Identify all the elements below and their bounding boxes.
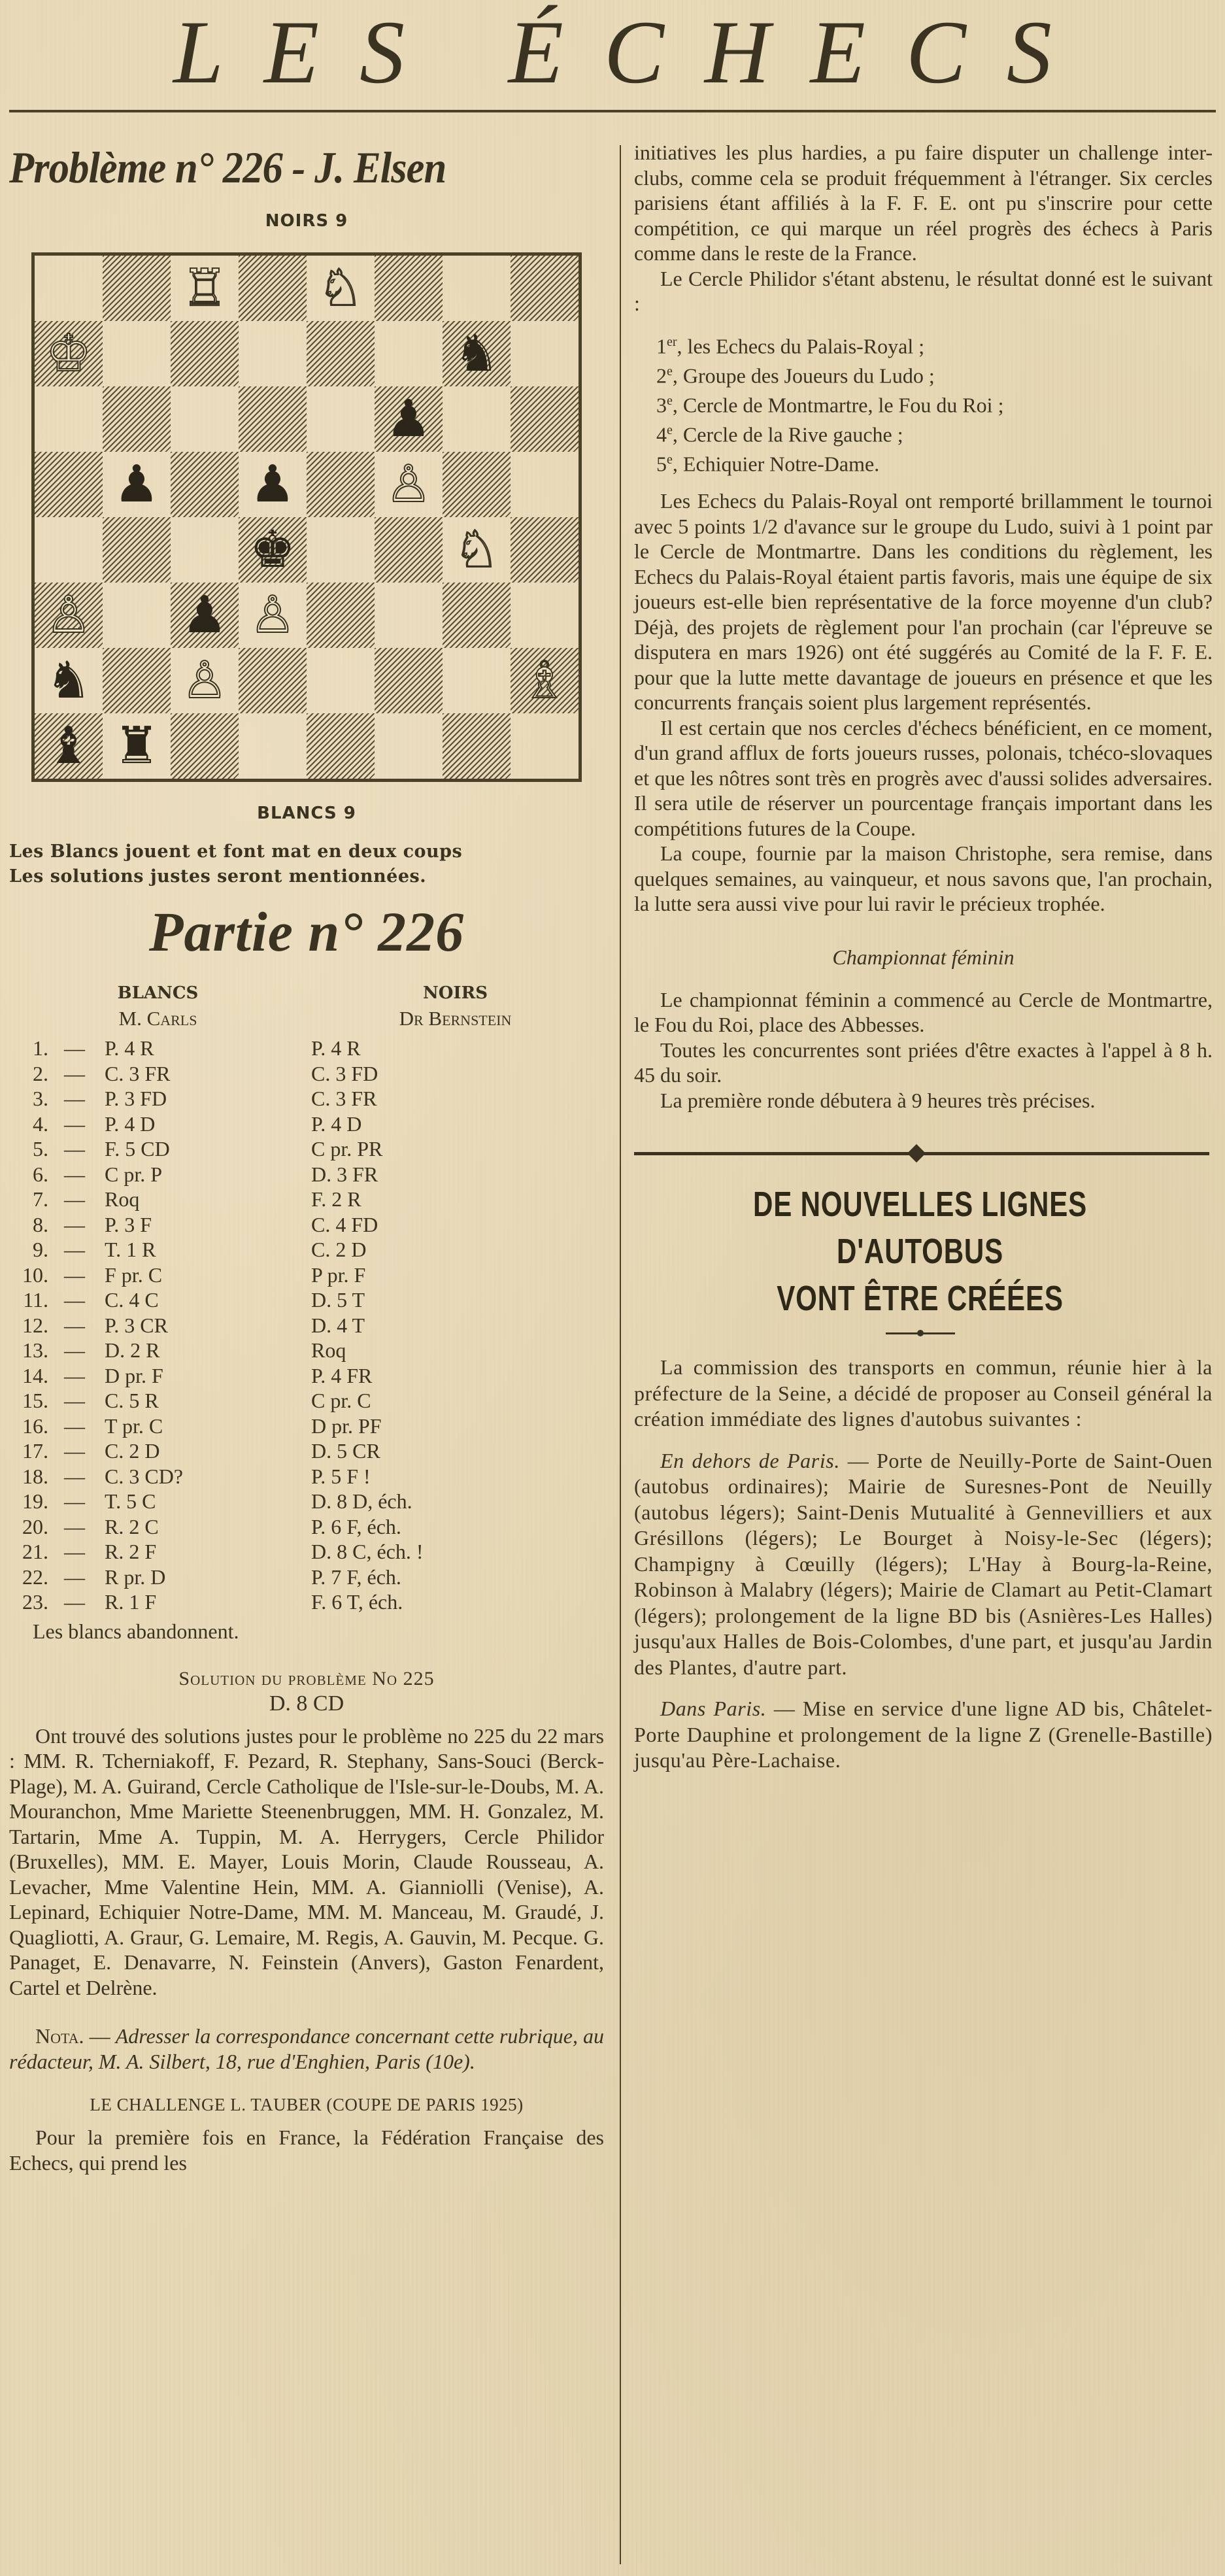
move-number: 13.	[22, 1338, 48, 1362]
move-number: 23.	[22, 1590, 48, 1614]
square-h7	[511, 321, 579, 386]
ranking-list	[656, 330, 1213, 477]
autobus-intro: La commission des transports en commun, réunie hier à la préfecture de la Seine, a décidé de proposer au Conseil général la création immédiate des lignes d'autobus suivantes :	[634, 1355, 1213, 1431]
ranking-item	[656, 388, 1213, 418]
move-number: 21.	[22, 1540, 48, 1563]
black-pawn-icon: ♟	[114, 455, 159, 514]
move-dash: —	[64, 1363, 85, 1387]
square-c4	[171, 517, 239, 583]
square-h2	[511, 648, 579, 713]
move-dash: —	[64, 1313, 85, 1337]
move-dash: —	[64, 1087, 85, 1110]
square-d5	[239, 452, 307, 517]
move-dash: —	[64, 1111, 85, 1136]
move-dash: —	[64, 1162, 85, 1186]
square-e2	[307, 648, 375, 713]
white-move: P. 4 D	[105, 1111, 156, 1136]
black-move: P. 6 F, éch.	[311, 1514, 401, 1538]
square-f4	[375, 517, 443, 583]
ranking-item	[656, 330, 1213, 359]
black-knight-icon: ♞	[454, 324, 499, 383]
black-move: C pr. PR	[311, 1137, 383, 1161]
square-f3	[375, 583, 443, 648]
game-header	[9, 981, 604, 1032]
rank-suffix: e	[667, 393, 673, 408]
white-move: D pr. F	[105, 1363, 163, 1387]
black-move: C. 4 FD	[311, 1212, 378, 1236]
move-row	[9, 1539, 604, 1565]
white-move: C. 2 D	[105, 1439, 160, 1463]
nota-dash: —	[89, 2024, 110, 2048]
challenge-result-intro: Le Cercle Philidor s'étant abstenu, le résultat donné est le suivant :	[634, 266, 1213, 315]
square-g1	[443, 713, 511, 779]
move-row	[9, 1589, 604, 1615]
square-e3	[307, 583, 375, 648]
square-b5	[103, 452, 171, 517]
square-d7	[239, 321, 307, 386]
chess-board-diagram	[31, 252, 582, 782]
move-row	[9, 1212, 604, 1238]
move-number: 4.	[33, 1111, 48, 1136]
move-number: 8.	[33, 1212, 48, 1236]
rank-suffix: e	[667, 452, 673, 467]
black-move: P. 4 FR	[311, 1363, 373, 1387]
headline-rule	[886, 1331, 955, 1335]
move-number: 19.	[22, 1489, 48, 1513]
square-d8	[239, 256, 307, 321]
move-dash: —	[64, 1137, 85, 1161]
move-row	[9, 1162, 604, 1187]
square-c3	[171, 583, 239, 648]
square-h4	[511, 517, 579, 583]
square-a7	[35, 321, 103, 386]
ranking-item	[656, 418, 1213, 447]
feminin-heading: Championnat féminin	[832, 945, 1015, 969]
feminin-paragraph-2: Toutes les concurrentes sont priées d'être exactes à l'appel à 8 h. 45 du soir.	[634, 1038, 1213, 1087]
nota-text: Adresser la correspondance concernant cette rubrique, au rédacteur, M. A. Silbert, 18, rue d'Enghien, Paris (10e).	[9, 2024, 605, 2073]
move-number: 15.	[22, 1389, 48, 1412]
headline-line-2: VONT ÊTRE CRÉÉES	[777, 1279, 1064, 1319]
black-move: C pr. C	[311, 1389, 371, 1412]
move-number: 18.	[22, 1464, 48, 1488]
black-move: D pr. PF	[311, 1414, 382, 1438]
white-move: F. 5 CD	[105, 1137, 170, 1161]
white-side-label: BLANCS	[117, 983, 199, 1003]
black-pawn-icon: ♟	[182, 586, 227, 645]
square-f1	[375, 713, 443, 779]
autobus-outside-paris	[634, 1448, 1213, 1681]
square-h3	[511, 583, 579, 648]
winner-paragraph: Les Echecs du Palais-Royal ont remporté brillamment le tournoi avec 5 points 1/2 d'avance sur le groupe du Ludo, suivi à 1 point par le Cercle de Montmartre. Dans les conditions du règlement, les Echecs du Palais-Royal étaient partis favoris, mais une équipe de six joueurs est-elle bien représentative de la force moyenne d'un club? Déjà, des projets de règlement pour l'an prochain (car l'épreuve se disputera en mars 1926) ont été suggérés au Comité de la F. F. E. pour que la lutte mette davantage de joueurs en présence et que les concurrents français soient plus largement représentés.	[634, 489, 1213, 715]
move-number: 14.	[22, 1363, 48, 1387]
black-bishop-icon: ♝	[46, 717, 92, 775]
move-row	[9, 1287, 604, 1313]
square-c1	[171, 713, 239, 779]
move-row	[9, 1111, 604, 1137]
outside-paris-label: En dehors de Paris.	[660, 1448, 840, 1472]
square-h1	[511, 713, 579, 779]
square-c2	[171, 648, 239, 713]
move-row	[9, 1338, 604, 1363]
black-move: D. 8 C, éch. !	[311, 1540, 424, 1563]
feminin-paragraph-3: La première ronde débutera à 9 heures très précises.	[660, 1088, 1096, 1112]
square-d3	[239, 583, 307, 648]
nota-label: Nota.	[35, 2024, 84, 2048]
white-knight-icon: ♘	[318, 259, 363, 318]
move-number: 17.	[22, 1439, 48, 1463]
white-move: R. 2 F	[105, 1540, 157, 1563]
square-a6	[35, 386, 103, 452]
challenge-continuation: initiatives les plus hardies, a pu faire disputer un challenge inter-clubs, comme cela se produit fréquemment à l'étranger. Six cercles parisiens étant affiliés à la F. F. E. ont pu s'inscrire pour cette compétition, ce qui marque un réel progrès des échecs à Paris comme dans le reste de la France.	[634, 141, 1213, 265]
move-row	[9, 1061, 604, 1087]
move-dash: —	[64, 1389, 85, 1412]
ranking-item	[656, 359, 1213, 388]
masthead-rule	[9, 110, 1216, 112]
square-g3	[443, 583, 511, 648]
move-row	[9, 1414, 604, 1439]
move-number: 16.	[22, 1414, 48, 1438]
move-dash: —	[64, 1464, 85, 1488]
square-f6	[375, 386, 443, 452]
move-number: 5.	[33, 1137, 48, 1161]
black-move: C. 3 FR	[311, 1087, 377, 1110]
move-dash: —	[64, 1212, 85, 1236]
square-g2	[443, 648, 511, 713]
square-h5	[511, 452, 579, 517]
square-a3	[35, 583, 103, 648]
white-move: T. 1 R	[105, 1238, 156, 1261]
move-dash: —	[64, 1288, 85, 1312]
move-row	[9, 1086, 604, 1111]
white-move: Roq	[105, 1187, 140, 1211]
square-f7	[375, 321, 443, 386]
move-number: 10.	[22, 1263, 48, 1287]
white-move: F pr. C	[105, 1263, 163, 1287]
square-g4	[443, 517, 511, 583]
inside-paris-text: — Mise en service d'une ligne AD bis, Châtelet-Porte Dauphine et prolongement de la ligne Z (Grenelle-Bastille) jusqu'au Père-Lachaise.	[634, 1697, 1213, 1772]
move-row	[9, 1263, 604, 1288]
black-move: P pr. F	[311, 1263, 366, 1287]
rank-club: , Echiquier Notre-Dame.	[672, 452, 880, 476]
move-number: 22.	[22, 1565, 48, 1589]
foreign-players-paragraph: Il est certain que nos cercles d'échecs bénéficient, en ce moment, d'un grand afflux de forts joueurs russes, polonais, tchéco-slovaques et que les nôtres sont très en progrès avec d'aussi solides adversaires. Il sera utile de réserver un pourcentage français important dans les compétitions futures de la Coupe.	[634, 715, 1213, 840]
black-move: D. 3 FR	[311, 1162, 378, 1186]
move-number: 3.	[33, 1087, 48, 1110]
move-number: 12.	[22, 1313, 48, 1337]
rank-place: 4	[656, 422, 667, 447]
square-a4	[35, 517, 103, 583]
black-move: C. 2 D	[311, 1238, 367, 1261]
move-row	[9, 1363, 604, 1389]
instruction-line-1: Les Blancs jouent et font mat en deux coups	[9, 841, 463, 862]
black-move: D. 4 T	[311, 1313, 365, 1337]
solution-move: D. 8 CD	[269, 1691, 344, 1716]
inside-paris-label: Dans Paris.	[660, 1697, 767, 1721]
move-row	[9, 1136, 604, 1162]
square-f8	[375, 256, 443, 321]
square-b4	[103, 517, 171, 583]
game-result: Les blancs abandonnent.	[33, 1619, 239, 1643]
white-move: R. 2 C	[105, 1514, 159, 1538]
white-move: D. 2 R	[105, 1338, 160, 1362]
black-knight-icon: ♞	[46, 651, 92, 710]
rank-club: , Cercle de la Rive gauche ;	[672, 422, 903, 447]
square-f5	[375, 452, 443, 517]
autobus-inside-paris	[634, 1696, 1213, 1774]
ranking-item	[656, 447, 1213, 477]
square-e6	[307, 386, 375, 452]
white-move: C pr. P	[105, 1162, 163, 1186]
move-list	[9, 1036, 604, 1615]
move-dash: —	[64, 1439, 85, 1463]
square-a1	[35, 713, 103, 779]
square-g5	[443, 452, 511, 517]
rank-club: , les Echecs du Palais-Royal ;	[677, 334, 925, 358]
square-e1	[307, 713, 375, 779]
move-dash: —	[64, 1187, 85, 1211]
black-count-label: NOIRS 9	[265, 211, 348, 231]
move-dash: —	[64, 1489, 85, 1513]
square-e4	[307, 517, 375, 583]
white-move: R pr. D	[105, 1565, 166, 1589]
square-e8	[307, 256, 375, 321]
problem-instruction	[9, 839, 604, 889]
square-a8	[35, 256, 103, 321]
rank-suffix: er	[667, 334, 677, 349]
cup-paragraph: La coupe, fournie par la maison Christophe, sera remise, dans quelques semaines, au vainqueur, et nous savons que, l'an prochain, la lutte sera aussi vive pour lui ravir le précieux trophée.	[634, 841, 1213, 916]
black-move: F. 6 T, éch.	[311, 1590, 403, 1614]
move-row	[9, 1388, 604, 1414]
move-number: 1.	[33, 1036, 48, 1060]
square-d6	[239, 386, 307, 452]
square-a5	[35, 452, 103, 517]
black-player-name: Dr Bernstein	[399, 1007, 512, 1030]
move-dash: —	[64, 1514, 85, 1538]
white-knight-icon: ♘	[454, 520, 499, 579]
square-b7	[103, 321, 171, 386]
move-number: 7.	[33, 1187, 48, 1211]
white-move: R. 1 F	[105, 1590, 157, 1614]
rank-suffix: e	[667, 364, 673, 379]
white-move: T pr. C	[105, 1414, 163, 1438]
black-move: D. 5 CR	[311, 1439, 380, 1463]
rank-suffix: e	[667, 422, 673, 437]
black-king-icon: ♚	[250, 520, 295, 579]
black-move: F. 2 R	[311, 1187, 361, 1211]
square-d4	[239, 517, 307, 583]
nota-paragraph	[9, 2024, 604, 2074]
square-d2	[239, 648, 307, 713]
problem-title: Problème n° 226 - J. Elsen	[9, 143, 446, 192]
move-dash: —	[64, 1338, 85, 1362]
square-g7	[443, 321, 511, 386]
solution-heading: Solution du problème No 225	[178, 1667, 435, 1689]
square-b3	[103, 583, 171, 648]
move-dash: —	[64, 1565, 85, 1589]
square-g6	[443, 386, 511, 452]
page-title: LES ÉCHECS	[173, 2, 1092, 102]
move-row	[9, 1565, 604, 1590]
square-c6	[171, 386, 239, 452]
square-c8	[171, 256, 239, 321]
white-move: C. 3 FR	[105, 1061, 171, 1085]
black-move: P. 4 D	[311, 1111, 362, 1136]
black-side-label: NOIRS	[423, 983, 488, 1003]
black-move: Roq	[311, 1338, 346, 1362]
move-row	[9, 1187, 604, 1212]
rank-club: , Cercle de Montmartre, le Fou du Roi ;	[672, 393, 1004, 417]
black-pawn-icon: ♟	[250, 455, 295, 514]
autobus-headline	[687, 1181, 1154, 1322]
black-move: D. 5 T	[311, 1288, 365, 1312]
square-b2	[103, 648, 171, 713]
square-a2	[35, 648, 103, 713]
outside-paris-text: — Porte de Neuilly-Porte de Saint-Ouen (autobus ordinaires); Mairie de Suresnes-Pont de Neuilly (autobus légers); Saint-Denis Mutualité à Gennevilliers et aux Grésillons (légers); Le Bourget à Noisy-le-Sec (légers); Champigny à Cœuilly (légers); L'Hay à Bourg-la-Reine, Robinson à Malabry (légers); Mairie de Clamart au Petit-Clamart (légers); prolongement de la ligne BD bis (Asnières-Les Halles) jusqu'aux Halles de Bois-Colombes, d'une part, et jusqu'au Jardin des Plantes, d'autre part.	[634, 1448, 1213, 1679]
move-row	[9, 1036, 604, 1061]
white-move: T. 5 C	[105, 1489, 156, 1513]
black-move: P. 4 R	[311, 1036, 361, 1060]
move-number: 6.	[33, 1162, 48, 1186]
move-dash: —	[64, 1061, 85, 1085]
white-count-label: BLANCS 9	[257, 804, 356, 823]
rank-place: 5	[656, 452, 667, 476]
challenge-heading: LE CHALLENGE L. TAUBER (COUPE DE PARIS 1925)	[90, 2095, 524, 2114]
square-h6	[511, 386, 579, 452]
white-pawn-icon: ♙	[250, 586, 295, 645]
move-row	[9, 1464, 604, 1489]
diamond-ornament-icon	[907, 1144, 926, 1162]
square-e7	[307, 321, 375, 386]
square-b1	[103, 713, 171, 779]
move-row	[9, 1489, 604, 1514]
white-move: C. 5 R	[105, 1389, 159, 1412]
move-number: 2.	[33, 1061, 48, 1085]
solvers-paragraph: Ont trouvé des solutions justes pour le problème no 225 du 22 mars : MM. R. Tcherniakoff, F. Pezard, R. Stephany, Sans-Souci (Berck-Plage), M. A. Guirand, Cercle Catholique de l'Isle-sur-le-Doubs, M. A. Mouranchon, Mme Mariette Steenenbruggen, MM. H. Gonzalez, M. Tartarin, Mme A. Tuppin, M. A. Herrygers, Cercle Philidor (Bruxelles), MM. E. Mayer, Louis Morin, Claude Rousseau, A. Levacher, Mme Valentine Hein, MM. A. Gianniolli (Venise), A. Lepinard, Echiquier Notre-Dame, MM. M. Manceau, M. Graudé, J. Quagliotti, A. Graur, G. Lemaire, M. Regis, A. Gauvin, M. Pecque. G. Panaget, E. Denavarre, N. Feinstein (Anvers), Gaston Fenardent, Cartel et Delrène.	[9, 1723, 604, 1999]
white-bishop-icon: ♗	[522, 651, 567, 710]
square-e5	[307, 452, 375, 517]
move-dash: —	[64, 1590, 85, 1614]
move-number: 20.	[22, 1514, 48, 1538]
feminin-paragraph-1: Le championnat féminin a commencé au Cercle de Montmartre, le Fou du Roi, place des Abbesses.	[634, 987, 1213, 1037]
move-number: 9.	[33, 1238, 48, 1261]
white-king-icon: ♔	[46, 324, 92, 383]
square-c5	[171, 452, 239, 517]
white-pawn-icon: ♙	[46, 586, 92, 645]
white-move: C. 3 CD?	[105, 1464, 183, 1488]
white-pawn-icon: ♙	[182, 651, 227, 710]
square-c7	[171, 321, 239, 386]
white-player-name: M. Carls	[118, 1007, 197, 1030]
headline-line-1: DE NOUVELLES LIGNES D'AUTOBUS	[753, 1185, 1087, 1272]
right-column	[621, 131, 1219, 1774]
move-dash: —	[64, 1238, 85, 1261]
rank-place: 1	[656, 334, 667, 358]
move-row	[9, 1313, 604, 1338]
black-move: C. 3 FD	[311, 1061, 378, 1085]
challenge-intro: Pour la première fois en France, la Fédération Française des Echecs, qui prend les	[9, 2126, 604, 2175]
white-move: P. 3 F	[105, 1212, 152, 1236]
dot-ornament-icon	[917, 1330, 924, 1336]
rank-place: 3	[656, 393, 667, 417]
square-f2	[375, 648, 443, 713]
black-rook-icon: ♜	[114, 717, 159, 775]
square-g8	[443, 256, 511, 321]
section-divider	[634, 1151, 1209, 1156]
square-h8	[511, 256, 579, 321]
white-move: C. 4 C	[105, 1288, 159, 1312]
masthead	[0, 0, 1225, 105]
rank-club: , Groupe des Joueurs du Ludo ;	[672, 364, 935, 388]
move-dash: —	[64, 1414, 85, 1438]
white-pawn-icon: ♙	[386, 455, 431, 514]
black-move: P. 5 F !	[311, 1464, 371, 1488]
black-move: D. 8 D, éch.	[311, 1489, 412, 1513]
white-move: P. 3 FD	[105, 1087, 167, 1110]
move-number: 11.	[23, 1288, 48, 1312]
move-row	[9, 1237, 604, 1263]
square-b8	[103, 256, 171, 321]
move-dash: —	[64, 1540, 85, 1563]
square-d1	[239, 713, 307, 779]
left-column	[9, 131, 604, 2175]
move-row	[9, 1438, 604, 1464]
white-rook-icon: ♖	[182, 259, 227, 318]
instruction-line-2: Les solutions justes seront mentionnées.	[9, 866, 427, 887]
square-b6	[103, 386, 171, 452]
black-pawn-icon: ♟	[386, 390, 431, 449]
move-dash: —	[64, 1263, 85, 1287]
move-dash: —	[64, 1036, 85, 1060]
game-title: Partie n° 226	[148, 900, 465, 963]
rank-place: 2	[656, 364, 667, 388]
white-move: P. 3 CR	[105, 1313, 168, 1337]
black-move: P. 7 F, éch.	[311, 1565, 401, 1589]
move-row	[9, 1514, 604, 1540]
white-move: P. 4 R	[105, 1036, 154, 1060]
